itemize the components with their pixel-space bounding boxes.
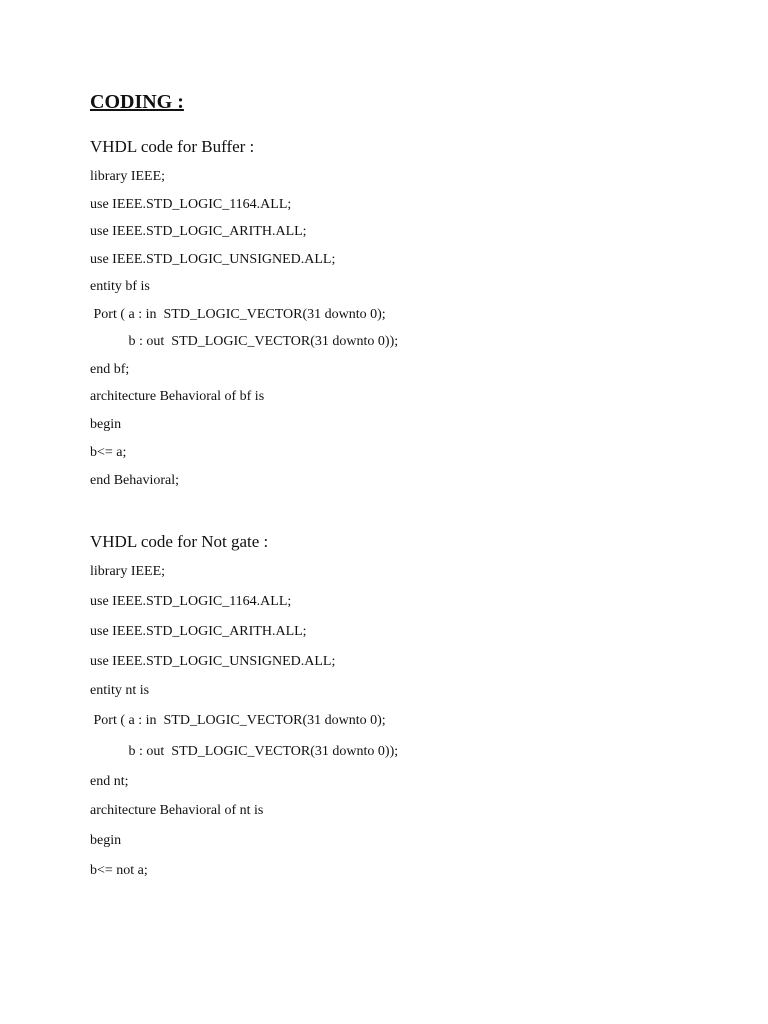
section-heading-buffer: VHDL code for Buffer : bbox=[90, 137, 255, 156]
section-heading-not-gate: VHDL code for Not gate : bbox=[90, 532, 269, 551]
code-line: b : out STD_LOGIC_VECTOR(31 downto 0)); bbox=[90, 744, 399, 759]
code-line: Port ( a : in STD_LOGIC_VECTOR(31 downto 0); bbox=[90, 713, 386, 728]
code-line: library IEEE; bbox=[90, 169, 166, 184]
code-line: architecture Behavioral of nt is bbox=[90, 803, 264, 818]
code-line: end Behavioral; bbox=[90, 473, 180, 488]
code-line: end nt; bbox=[90, 774, 129, 789]
code-line: entity bf is bbox=[90, 279, 150, 294]
code-line: Port ( a : in STD_LOGIC_VECTOR(31 downto 0); bbox=[90, 307, 386, 322]
code-line: use IEEE.STD_LOGIC_ARITH.ALL; bbox=[90, 224, 307, 239]
code-line: begin bbox=[90, 833, 122, 848]
page-title: CODING : bbox=[90, 91, 184, 113]
code-line: library IEEE; bbox=[90, 564, 166, 579]
code-line: use IEEE.STD_LOGIC_1164.ALL; bbox=[90, 197, 292, 212]
code-line: use IEEE.STD_LOGIC_UNSIGNED.ALL; bbox=[90, 654, 336, 669]
code-line: architecture Behavioral of bf is bbox=[90, 389, 265, 404]
code-line: begin bbox=[90, 417, 122, 432]
code-line: entity nt is bbox=[90, 683, 150, 698]
code-line: b<= a; bbox=[90, 445, 127, 460]
code-line: b : out STD_LOGIC_VECTOR(31 downto 0)); bbox=[90, 334, 399, 349]
code-line: end bf; bbox=[90, 362, 130, 377]
code-line: use IEEE.STD_LOGIC_UNSIGNED.ALL; bbox=[90, 252, 336, 267]
code-line: use IEEE.STD_LOGIC_ARITH.ALL; bbox=[90, 624, 307, 639]
code-line: use IEEE.STD_LOGIC_1164.ALL; bbox=[90, 594, 292, 609]
code-line: b<= not a; bbox=[90, 863, 148, 878]
